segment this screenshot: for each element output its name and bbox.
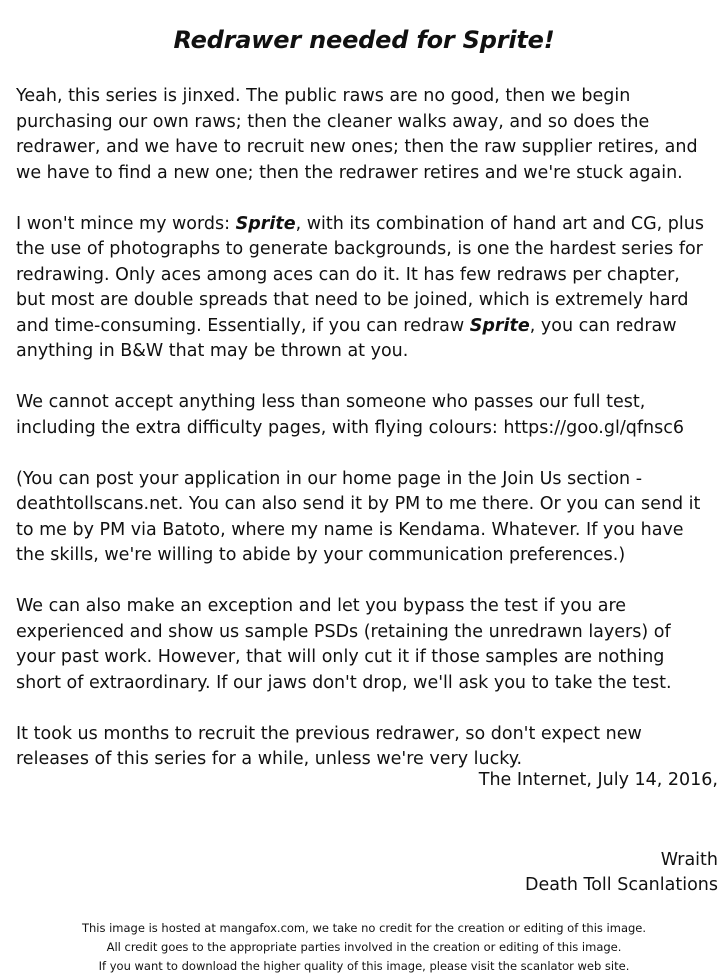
paragraph-difficulty-part-c: , you can redraw anything in B&W that may be thrown at you. [16, 315, 677, 361]
paragraph-jinxed: Yeah, this series is jinxed. The public raws are no good, then we begin purchasing our own raws; then the cleaner walks away, and so does the redrawer, and we have to recruit new ones; then the raw supplier retires, and we have to find a new one; then the redrawer retires and we're stuck again. [16, 86, 698, 183]
signature-name: Wraith [660, 850, 718, 870]
disclaimer-line: All credit goes to the appropriate parties involved in the creation or editing of this image. [106, 940, 622, 954]
hosting-disclaimer [0, 919, 728, 976]
signature-block [525, 848, 718, 898]
paragraph-difficulty-part-b: , with its combination of hand art and CG, plus the use of photographs to generate backgrounds, is one the hardest series for redrawing. Only aces among aces can do it. It has few redraws per chapter, but most are double spreads that need to be joined, which is extremely hard and time-consuming. Essentially, if you can redraw [16, 213, 704, 336]
announcement-body [16, 84, 716, 773]
paragraph-difficulty-part-a: I won't mince my words: [16, 213, 236, 234]
paragraph-application-info: (You can post your application in our home page in the Join Us section - deathtollscans.net. You can also send it by PM to me there. Or you can send it to me by PM via Batoto, where my name is Kendama. Whatever. If you have the skills, we're willing to abide by your communication preferences.) [16, 468, 701, 565]
signature-group: Death Toll Scanlations [525, 875, 718, 895]
date-line: The Internet, July 14, 2016, [478, 770, 718, 790]
paragraph-difficulty [16, 212, 716, 365]
paragraph-exception: We can also make an exception and let you bypass the test if you are experienced and show us sample PSDs (retaining the unredrawn layers) of your past work. However, that will only cut it if those samples are nothing short of extraordinary. If our jaws don't drop, we'll ask you to take the test. [16, 596, 672, 693]
paragraph-test-requirement: We cannot accept anything less than someone who passes our full test, including the extra difficulty pages, with flying colours: https://goo.gl/qfnsc6 [16, 392, 684, 438]
disclaimer-line: If you want to download the higher quality of this image, please visit the scanlator web site. [98, 959, 630, 973]
series-name-emphasis: Sprite [469, 315, 530, 336]
paragraph-expectations: It took us months to recruit the previous redrawer, so don't expect new releases of this series for a while, unless we're very lucky. [16, 723, 642, 769]
page-title: Redrawer needed for Sprite! [173, 26, 555, 54]
series-name-emphasis: Sprite [235, 213, 296, 234]
disclaimer-line: This image is hosted at mangafox.com, we take no credit for the creation or editing of this image. [81, 921, 647, 935]
